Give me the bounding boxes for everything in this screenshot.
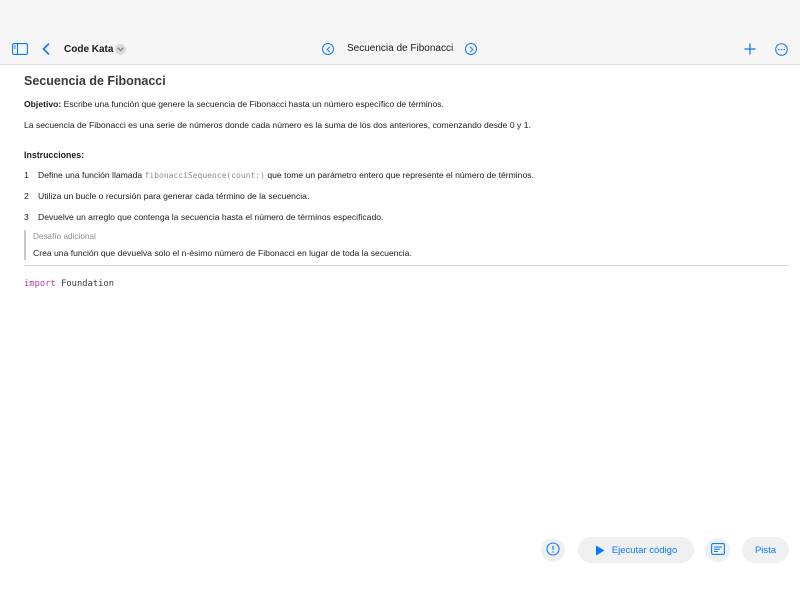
chevron-left-circle-icon[interactable] xyxy=(322,43,334,55)
run-code-button[interactable] xyxy=(578,537,694,563)
objective-paragraph xyxy=(24,99,444,109)
step-text-before: Define una función llamada xyxy=(38,170,145,180)
app-title[interactable]: Code Kata xyxy=(64,44,114,55)
info-icon xyxy=(546,542,560,559)
description-paragraph: La secuencia de Fibonacci es una serie de números donde cada número es la suma de los dos anteriores, comenzando desde 0 y 1. xyxy=(24,120,531,130)
info-button[interactable] xyxy=(541,538,565,562)
chevron-down-icon[interactable] xyxy=(115,44,126,55)
step-text: Utiliza un bucle o recursión para generar cada término de la secuencia. xyxy=(38,191,310,201)
step-number: 2 xyxy=(24,191,29,201)
plus-icon[interactable] xyxy=(743,42,757,56)
step-number: 3 xyxy=(24,212,29,222)
objective-label: Objetivo: xyxy=(24,99,62,109)
exercise-heading: Secuencia de Fibonacci xyxy=(24,74,166,88)
status-bar xyxy=(0,0,800,30)
divider xyxy=(24,265,789,266)
step-text xyxy=(38,170,534,180)
challenge-title: Desafío adicional xyxy=(33,232,96,241)
step-number: 1 xyxy=(24,170,29,180)
chevron-left-icon[interactable] xyxy=(40,42,52,56)
hint-label: Pista xyxy=(754,544,777,556)
code-editor[interactable] xyxy=(24,279,114,289)
ellipsis-circle-icon[interactable] xyxy=(774,42,788,56)
hint-button[interactable] xyxy=(742,537,789,563)
code-keyword: import xyxy=(24,279,56,289)
challenge-text: Crea una función que devuelva solo el n-ésimo número de Fibonacci en lugar de toda la secuencia. xyxy=(33,248,412,258)
run-code-label: Ejecutar código xyxy=(611,544,678,556)
page-title: Secuencia de Fibonacci xyxy=(347,43,454,54)
notes-icon xyxy=(711,543,725,558)
sidebar-icon[interactable] xyxy=(12,42,28,56)
play-icon xyxy=(595,545,605,556)
notes-button[interactable] xyxy=(705,538,730,562)
instructions-heading: Instrucciones: xyxy=(24,150,85,160)
chevron-right-circle-icon[interactable] xyxy=(465,43,477,55)
code-module: Foundation xyxy=(55,279,115,289)
inline-code: fibonacciSequence(count:) xyxy=(144,171,265,180)
step-text: Devuelve un arreglo que contenga la secuencia hasta el número de términos especificado. xyxy=(38,212,384,222)
objective-text: Escribe una función que genere la secuencia de Fibonacci hasta un número específico de términos. xyxy=(61,99,444,109)
step-text-after: que tome un parámetro entero que represente el número de términos. xyxy=(264,170,534,180)
